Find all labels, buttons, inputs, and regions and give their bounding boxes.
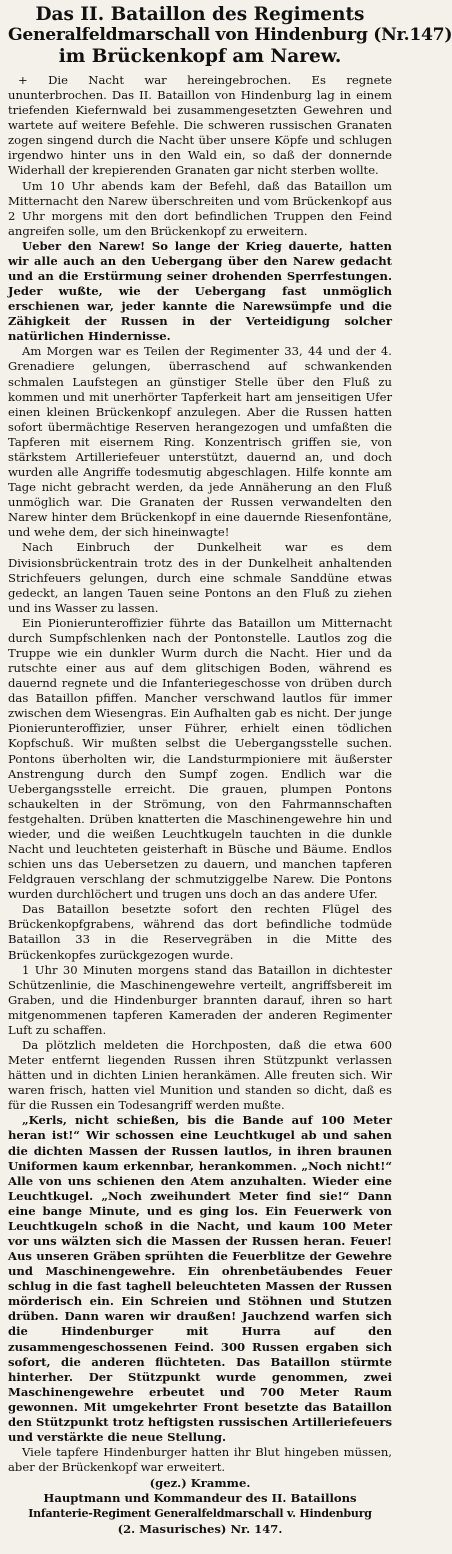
paragraph-6: Ein Pionierunteroffizier führte das Bataillon um Mitternacht durch Sumpfschlenken nach der Pontonstelle. Lautlos zog die Truppe wie ein dunkler Wurm durch die Nacht. Hier und da rutschte einer aus auf dem glitschigen Boden, während es dauernd regnete und die Infanteriegeschosse von drüben durch das Bataillon pfiffen. Mancher verschwand lautlos für immer zwischen dem Wiesengras. Ein Aufhalten gab es nicht. Der junge Pionierunteroffizier, unser Führer, erhielt einen tödlichen Kopfschuß. Wir mußten selbst die Uebergangsstelle suchen. Pontons überholten wir, die Landsturmpioniere mit äußerster Anstrengung durch den Sumpf zogen. Endlich war die Uebergangsstelle erreicht. Die grauen, plumpen Pontons schaukelten in der Strömung, von den Fahrmannschaften festgehalten. Drüben knatterten die Maschinengewehre hin und wieder, und die weißen Leuchtkugeln tauchten in die dunkle Nacht und leuchteten geisterhaft in Büsche und Bäume. Endlos schien uns das Uebersetzen zu dauern, und manchen tapferen Feldgrauen verschlang der schmutziggelbe Narew. Die Pontons wurden durchlöchert und trugen uns doch an das andere Ufer. — [8, 615, 392, 902]
paragraph-4: Am Morgen war es Teilen der Regimenter 33, 44 und der 4. Grenadiere gelungen, überraschend auf schwankenden schmalen Laufstegen an günstiger Stelle über den Fluß zu kommen und mit unerhörter Tapferkeit hart am jenseitigen Ufer einen kleinen Brückenkopf anzulegen. Aber die Russen hatten sofort übermächtige Reserven herangezogen und umfaßten die Tapferen mit eisernem Ring. Konzentrisch griffen sie, von stärkstem Artilleriefeuer unterstützt, dauernd an, und doch wurden alle Angriffe todesmutig abgeschlagen. Hilfe konnte am Tage nicht gebracht werden, da jede Annäherung an den Fluß unmöglich war. Die Granaten der Russen verwandelten den Narew hinter dem Brückenkopf in eine dauernde Riesenfontäne, und wehe dem, der sich hineinwagte! — [8, 344, 392, 540]
article-headline — [8, 4, 452, 67]
paragraph-7: Das Bataillon besetzte sofort den rechten Flügel des Brückenkopfgrabens, während das dort befindliche todmüde Bataillon 33 in die Reservegräben in die Mitte des Brückenkopfes zurückgezogen wurde. — [8, 902, 392, 962]
paragraph-8: 1 Uhr 30 Minuten morgens stand das Bataillon in dichtester Schützenlinie, die Maschinengewehre verteilt, angriffsbereit im Graben, und die Hindenburger brannten darauf, ihren so hart mitgenommenen tapferen Kameraden der anderen Regimenter Luft zu schaffen. — [8, 962, 392, 1037]
signature-regiment-number: (2. Masurisches) Nr. 147. — [117, 1521, 283, 1536]
headline-line-3: im Brückenkopf am Narew. — [58, 46, 342, 67]
paragraph-11: Viele tapfere Hindenburger hatten ihr Blut hingeben müssen, aber der Brückenkopf war erweitert. — [8, 1445, 392, 1475]
signature-name: (gez.) Kramme. — [149, 1476, 251, 1491]
signature-rank: Hauptmann und Kommandeur des II. Bataillons — [43, 1491, 357, 1506]
paragraph-2: Um 10 Uhr abends kam der Befehl, daß das Bataillon um Mitternacht den Narew überschreiten und vom Brückenkopf aus 2 Uhr morgens mit den dort befindlichen Truppen den Feind angreifen solle, um den Brückenkopf zu erweitern. — [8, 178, 392, 238]
headline-line-1: Das II. Bataillon des Regiments — [35, 4, 365, 25]
signature-block — [8, 1476, 392, 1536]
headline-line-2: Generalfeldmarschall von Hindenburg (Nr.147) — [8, 25, 452, 45]
signature-regiment: Infanterie-Regiment Generalfeldmarschall v. Hindenburg — [28, 1507, 372, 1521]
article-body — [8, 73, 392, 1475]
paragraph-1: + Die Nacht war hereingebrochen. Es regnete ununterbrochen. Das II. Bataillon von Hindenburg lag in einem triefenden Kiefernwald bei zusammengesetzten Gewehren und wartete auf weitere Befehle. Die schweren russischen Granaten zogen singend durch die Nacht über unsere Köpfe und schlugen irgendwo hinter uns in den Wald ein, so daß der donnernde Widerhall der krepierenden Granaten gar nicht sterben wollte. — [8, 73, 392, 178]
paragraph-10: „Kerls, nicht schießen, bis die Bande auf 100 Meter heran ist!“ Wir schossen eine Leuchtkugel ab und sahen die dichten Massen der Russen lautlos, in ihren braunen Uniformen kaum erkennbar, herankommen. „Noch nicht!“ Alle von uns schienen den Atem anzuhalten. Wieder eine Leuchtkugel. „Noch zweihundert Meter find sie!“ Dann eine bange Minute, und es ging los. Ein Feuerwerk von Leuchtkugeln schoß in die Nacht, und kaum 100 Meter vor uns wälzten sich die Massen der Russen heran. Feuer! Aus unseren Gräben sprühten die Feuerblitze der Gewehre und Maschinengewehre. Ein ohrenbetäubendes Feuer schlug in die fast taghell beleuchteten Massen der Russen mörderisch ein. Ein Schreien und Stöhnen und Stutzen drüben. Dann waren wir draußen! Jauchzend warfen sich die Hindenburger mit Hurra auf den zusammengeschossenen Feind. 300 Russen ergaben sich sofort, die anderen flüchteten. Das Bataillon stürmte hinterher. Der Stützpunkt wurde genommen, zwei Maschinengewehre erbeutet und 700 Meter Raum gewonnen. Mit umgekehrter Front besetzte das Bataillon den Stützpunkt trotz heftigsten russischen Artilleriefeuers und verstärkte die neue Stellung. — [8, 1113, 392, 1445]
paragraph-5: Nach Einbruch der Dunkelheit war es dem Divisionsbrückentrain trotz des in der Dunkelheit anhaltenden Strichfeuers gelungen, durch eine schmale Sanddüne etwas gedeckt, an langen Tauen seine Pontons an den Fluß zu ziehen und ins Wasser zu lassen. — [8, 540, 392, 615]
paragraph-3: Ueber den Narew! So lange der Krieg dauerte, hatten wir alle auch an den Uebergang über den Narew gedacht und an die Erstürmung seiner drohenden Sperrfestungen. Jeder wußte, wie der Uebergang fast unmöglich erschienen war, jeder kannte die Narewsümpfe und die Zähigkeit der Russen in der Verteidigung solcher natürlichen Hindernisse. — [8, 238, 392, 344]
paragraph-9: Da plötzlich meldeten die Horchposten, daß die etwa 600 Meter entfernt liegenden Russen ihren Stützpunkt verlassen hätten und in dichten Linien herankämen. Alle freuten sich. Wir waren frisch, hatten viel Munition und standen so dicht, daß es für die Russen ein Todesangriff werden mußte. — [8, 1038, 392, 1113]
